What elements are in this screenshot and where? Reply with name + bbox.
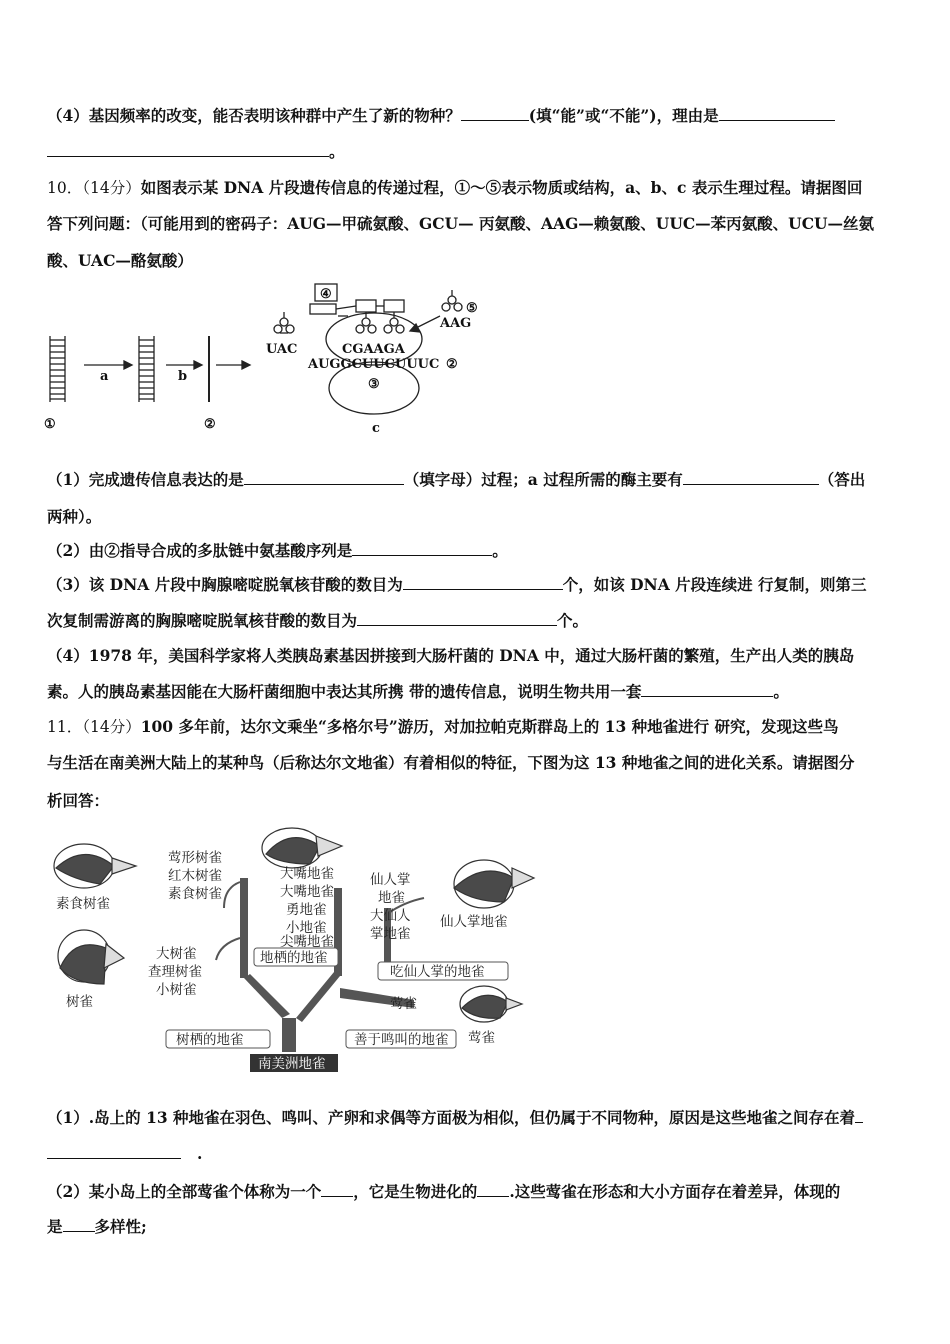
q11-intro-line2: 与生活在南美洲大陆上的某种鸟（后称达尔文地雀）有着相似的特征，下图为这 13 种地雀之间的进化关系。请据图分 bbox=[47, 753, 855, 772]
q10-sub4-blank[interactable] bbox=[641, 682, 773, 697]
q11-intro-line1: 11．（14分）100 多年前，达尔文乘坐“多格尔号”游历，对加拉帕克斯群岛上的 13 种地雀进行 研究，发现这些鸟 bbox=[47, 717, 839, 736]
q10-sub3-blank-2[interactable] bbox=[357, 611, 557, 626]
bird-label-warbler: 莺雀 bbox=[468, 1030, 495, 1046]
q10-sub4-line2: 素。人的胰岛素基因能在大肠杆菌细胞中表达其所携 带的遗传信息，说明生物共用一套 。 bbox=[47, 682, 789, 701]
branch-warbler-label: 莺雀 bbox=[390, 996, 417, 1012]
finch-evolution-figure bbox=[44, 818, 536, 1074]
q10-sub3-blank-1[interactable] bbox=[403, 575, 563, 590]
q9-part4-line1: （4）基因频率的改变，能否表明该种群中产生了新的物种？ (填“能”或“不能”)，理由是 bbox=[47, 104, 835, 126]
box-root-finch: 南美洲地雀 bbox=[258, 1056, 326, 1072]
bird-label-cactus: 仙人掌地雀 bbox=[440, 914, 508, 930]
species-right-3: 大仙人 bbox=[370, 908, 411, 924]
q11-sub2-blank-3[interactable] bbox=[63, 1217, 95, 1232]
q11-sub2-blank-2[interactable] bbox=[477, 1182, 509, 1197]
box-tree-finch: 树栖的地雀 bbox=[176, 1032, 244, 1048]
q10-intro-line1: 10．（14分）如图表示某 DNA 片段遗传信息的传递过程，①～⑤表示物质或结构，a、b、c 表示生理过程。请据图回 bbox=[47, 178, 863, 197]
trna-sequence: CGAAGA bbox=[342, 342, 405, 357]
q10-sub4-line1: （4）1978 年，美国科学家将人类胰岛素基因拼接到大肠杆菌的 DNA 中，通过大肠杆菌的繁殖，生产出人类的胰岛 bbox=[47, 646, 855, 665]
q10-sub1-blank-1[interactable] bbox=[244, 470, 404, 485]
q10-sub1-line2: 两种）。 bbox=[47, 507, 102, 526]
species-left-mid-2: 查理树雀 bbox=[148, 964, 202, 980]
species-left-mid-1: 大树雀 bbox=[156, 946, 197, 962]
q11-sub2-blank-1[interactable] bbox=[321, 1182, 353, 1197]
box-song-finch: 善于鸣叫的地雀 bbox=[354, 1032, 449, 1048]
mark-4: ④ bbox=[320, 287, 332, 302]
q10-sub2-line: （2）由②指导合成的多肽链中氨基酸序列是 。 bbox=[47, 541, 508, 560]
q10-intro-line3: 酸、UAC—酪氨酸） bbox=[47, 251, 193, 270]
process-b-label: b bbox=[178, 369, 188, 384]
q9-answer-blank-1[interactable] bbox=[461, 106, 529, 121]
q10-sub3-line1: （3）该 DNA 片段中胸腺嘧啶脱氧核苷酸的数目为 个，如该 DNA 片段连续进 行复制，则第三 bbox=[47, 575, 867, 594]
q11-sub2-line1: （2）某小岛上的全部莺雀个体称为一个 ，它是生物进化的 .这些莺雀在形态和大小方面存在着差异，体现的 bbox=[47, 1182, 841, 1201]
q9-answer-blank-3[interactable] bbox=[47, 142, 329, 157]
q9-part4-line2: 。 bbox=[47, 140, 345, 162]
q11-sub2-line2: 是 多样性; bbox=[47, 1217, 147, 1236]
anticodon-uac: UAC bbox=[266, 342, 298, 357]
species-left-top-3: 素食树雀 bbox=[168, 886, 222, 902]
q10-sub2-blank[interactable] bbox=[352, 541, 492, 556]
q9-answer-blank-2[interactable] bbox=[719, 106, 835, 121]
mark-5: ⑤ bbox=[466, 301, 478, 316]
mark-3: ③ bbox=[368, 377, 380, 392]
process-a-label: a bbox=[100, 369, 109, 384]
q10-intro-line2: 答下列问题：（可能用到的密码子：AUG—甲硫氨酸、GCU— 丙氨酸、AAG—赖氨酸、UUC—苯丙氨酸、UCU—丝氨 bbox=[47, 214, 875, 233]
q11-sub1-line2: . bbox=[47, 1144, 202, 1163]
species-left-mid-3: 小树雀 bbox=[156, 982, 197, 998]
mark-2: ② bbox=[204, 417, 216, 432]
q11-sub1-line1: （1）.岛上的 13 种地雀在羽色、鸣叫、产卵和求偶等方面极为相似，但仍属于不同物种，原因是这些地雀之间存在着 bbox=[47, 1106, 863, 1128]
species-center-1: 大嘴地雀 bbox=[280, 866, 334, 882]
q11-intro-line3: 析回答： bbox=[47, 791, 110, 810]
species-center-3: 勇地雀 bbox=[286, 902, 327, 918]
box-ground-finch: 地栖的地雀 bbox=[260, 950, 328, 966]
q10-sub1-blank-2[interactable] bbox=[683, 470, 819, 485]
q11-sub1-blank-start[interactable] bbox=[855, 1108, 863, 1123]
q11-sub1-blank[interactable] bbox=[47, 1144, 181, 1159]
species-right-1: 仙人掌 bbox=[370, 872, 411, 888]
dna-transfer-figure bbox=[44, 282, 484, 442]
species-left-top-2: 红木树雀 bbox=[168, 868, 222, 884]
mark-1: ① bbox=[44, 417, 56, 432]
species-center-4: 小地雀 bbox=[286, 920, 327, 936]
bird-label-vegetarian: 素食树雀 bbox=[56, 896, 110, 912]
species-left-top-1: 莺形树雀 bbox=[168, 850, 222, 866]
species-center-5: 尖嘴地雀 bbox=[280, 934, 334, 950]
q10-sub3-line2: 次复制需游离的胸腺嘧啶脱氧核苷酸的数目为 个。 bbox=[47, 611, 589, 630]
species-center-2: 大嘴地雀 bbox=[280, 884, 334, 900]
q10-sub1-line1: （1）完成遗传信息表达的是 （填字母）过程；a 过程所需的酶主要有 （答出 bbox=[47, 470, 866, 489]
mrna-sequence: AUGGCUUCUUUC bbox=[308, 357, 440, 372]
species-right-2: 地雀 bbox=[378, 890, 405, 906]
box-cactus-eating: 吃仙人掌的地雀 bbox=[390, 964, 485, 980]
anticodon-aag: AAG bbox=[440, 316, 472, 331]
species-right-4: 掌地雀 bbox=[370, 926, 411, 942]
process-c-label: c bbox=[372, 421, 380, 436]
mark-2-mrna: ② bbox=[446, 357, 458, 372]
bird-label-tree: 树雀 bbox=[66, 994, 93, 1010]
